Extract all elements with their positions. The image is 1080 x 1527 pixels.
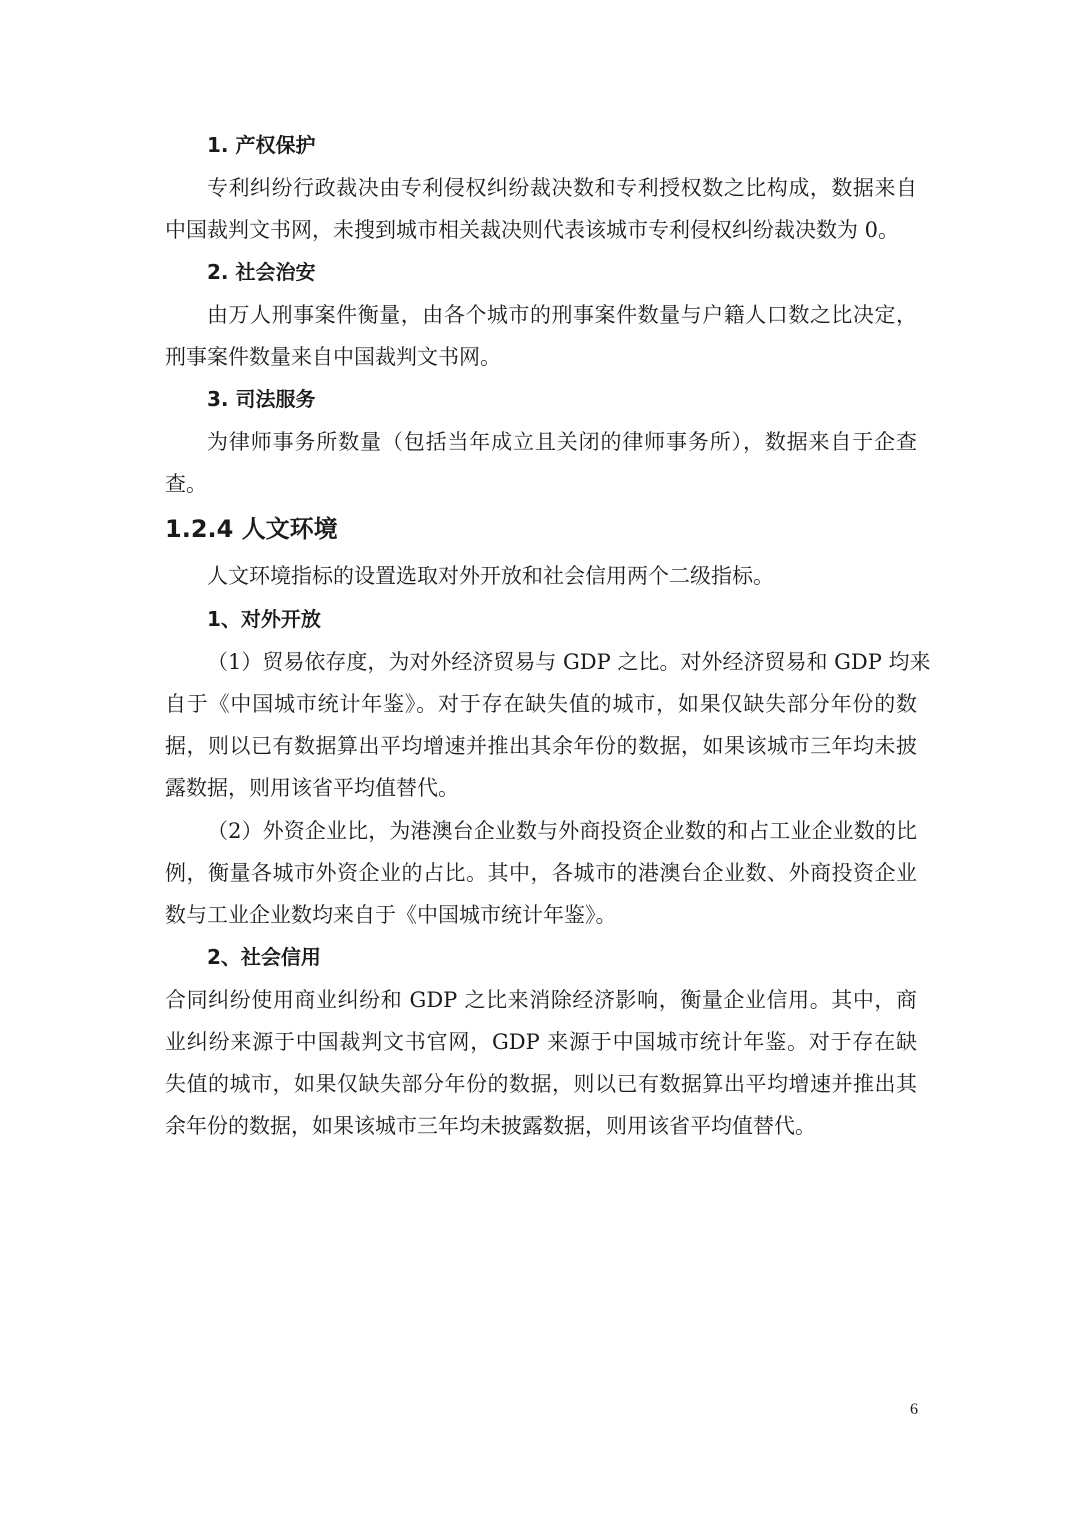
heading-public-security: 2. 社会治安 — [207, 260, 316, 284]
paragraph-line: 查。 — [165, 472, 207, 496]
paragraph-line: 为律师事务所数量（包括当年成立且关闭的律师事务所），数据来自于企查 — [207, 430, 917, 454]
heading-property-rights: 1. 产权保护 — [207, 133, 316, 157]
paragraph-line: （2）外资企业比，为港澳台企业数与外商投资企业数的和占工业企业数的比 — [207, 819, 917, 843]
paragraph-line: 刑事案件数量来自中国裁判文书网。 — [165, 345, 501, 369]
paragraph-line: 露数据，则用该省平均值替代。 — [165, 776, 459, 800]
paragraph-line: 中国裁判文书网，未搜到城市相关裁决则代表该城市专利侵权纠纷裁决数为 0。 — [165, 218, 900, 242]
heading-opening-up: 1、对外开放 — [207, 607, 321, 631]
heading-social-credit: 2、社会信用 — [207, 945, 321, 969]
paragraph-line: 人文环境指标的设置选取对外开放和社会信用两个二级指标。 — [207, 564, 774, 588]
paragraph-line: 业纠纷来源于中国裁判文书官网，GDP 来源于中国城市统计年鉴。对于存在缺 — [165, 1030, 917, 1054]
heading-judicial-service: 3. 司法服务 — [207, 387, 316, 411]
paragraph-line: 据，则以已有数据算出平均增速并推出其余年份的数据，如果该城市三年均未披 — [165, 734, 917, 758]
paragraph-line: 专利纠纷行政裁决由专利侵权纠纷裁决数和专利授权数之比构成，数据来自 — [207, 176, 917, 200]
paragraph-line: 数与工业企业数均来自于《中国城市统计年鉴》。 — [165, 903, 617, 927]
paragraph-line: 由万人刑事案件衡量，由各个城市的刑事案件数量与户籍人口数之比决定， — [207, 303, 917, 327]
paragraph-line: 合同纠纷使用商业纠纷和 GDP 之比来消除经济影响，衡量企业信用。其中，商 — [165, 988, 917, 1012]
section-heading-cultural-environment: 1.2.4 人文环境 — [165, 515, 338, 543]
paragraph-line: 失值的城市，如果仅缺失部分年份的数据，则以已有数据算出平均增速并推出其 — [165, 1072, 917, 1096]
paragraph-line: 例，衡量各城市外资企业的占比。其中，各城市的港澳台企业数、外商投资企业 — [165, 861, 917, 885]
paragraph-line: （1）贸易依存度，为对外经济贸易与 GDP 之比。对外经济贸易和 GDP 均来 — [207, 650, 931, 674]
paragraph-line: 余年份的数据，如果该城市三年均未披露数据，则用该省平均值替代。 — [165, 1114, 816, 1138]
paragraph-line: 自于《中国城市统计年鉴》。对于存在缺失值的城市，如果仅缺失部分年份的数 — [165, 692, 917, 716]
page-number: 6 — [910, 1401, 918, 1418]
